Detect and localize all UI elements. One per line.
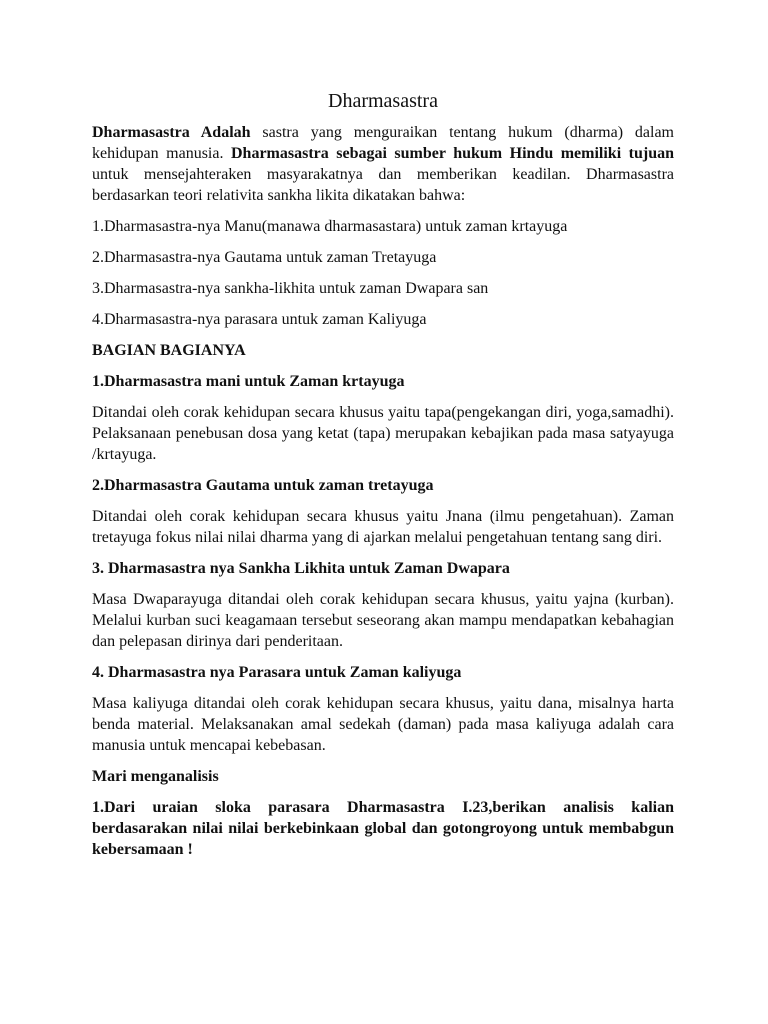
document-title: Dharmasastra [328,90,438,112]
intro-bold-term: Dharmasastra Adalah [92,124,251,141]
section-2-body: Ditandai oleh corak kehidupan secara khusus yaitu Jnana (ilmu pengetahuan). Zaman tretayuga fokus nilai nilai dharma yang di ajarkan melalui pengetahuan tentang sang diri. [92,508,674,546]
document-page [92,88,674,870]
list-item-3: 3.Dharmasastra-nya sankha-likhita untuk zaman Dwapara san [92,280,489,297]
section-heading: BAGIAN BAGIANYA [92,342,246,359]
section-4-heading: 4. Dharmasastra nya Parasara untuk Zaman kaliyuga [92,664,462,681]
section-1-body: Ditandai oleh corak kehidupan secara khusus yaitu tapa(pengekangan diri, yoga,samadhi). Pelaksanaan penebusan dosa yang ketat (tapa) merupakan kebajikan pada masa satyayuga /krtayuga. [92,404,674,463]
intro-text-1: sastra yang menguraikan tentang hukum (dharma) dalam kehidupan manusia. [92,124,674,162]
list-item-1: 1.Dharmasastra-nya Manu(manawa dharmasastara) untuk zaman krtayuga [92,218,568,235]
intro-text-2: untuk mensejahteraken masyarakatnya dan memberikan keadilan. Dharmasastra berdasarkan teori relativita sankha likita dikatakan bahwa: [92,166,674,204]
intro-paragraph [92,122,674,206]
section-4-body: Masa kaliyuga ditandai oleh corak kehidupan secara khusus, yaitu dana, misalnya harta benda material. Melaksanakan amal sedekah (daman) pada masa kaliyuga adalah cara manusia untuk mencapai kebebasan. [92,695,674,754]
list-item-4: 4.Dharmasastra-nya parasara untuk zaman Kaliyuga [92,311,427,328]
analysis-question: 1.Dari uraian sloka parasara Dharmasastra I.23,berikan analisis kalian berdasarakan nilai nilai berkebinkaan global dan gotongroyong untuk membabgun kebersamaan ! [92,799,674,858]
intro-bold-purpose: Dharmasastra sebagai sumber hukum Hindu memiliki tujuan [230,145,675,162]
analysis-heading: Mari menganalisis [92,768,219,785]
list-item-2: 2.Dharmasastra-nya Gautama untuk zaman Tretayuga [92,249,437,266]
section-2-heading: 2.Dharmasastra Gautama untuk zaman tretayuga [92,477,434,494]
section-3-body: Masa Dwaparayuga ditandai oleh corak kehidupan secara khusus, yaitu yajna (kurban). Melalui kurban suci keagamaan tersebut seseorang akan mampu mendapatkan kebahagian dan pelepasan dirinya dari penderitaan. [92,591,674,650]
section-3-heading: 3. Dharmasastra nya Sankha Likhita untuk Zaman Dwapara [92,560,510,577]
section-1-heading: 1.Dharmasastra mani untuk Zaman krtayuga [92,373,405,390]
